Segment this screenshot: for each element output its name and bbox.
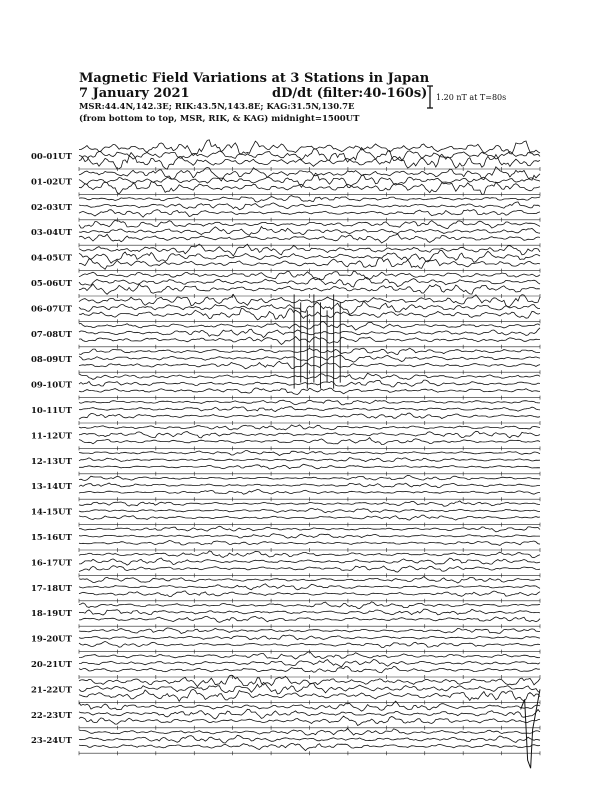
trace-rik bbox=[79, 584, 540, 590]
trace-rik bbox=[79, 407, 540, 412]
row-label: 06-07UT bbox=[31, 304, 72, 315]
hour-row bbox=[31, 551, 540, 577]
trace-msr bbox=[79, 337, 540, 345]
hour-row bbox=[31, 220, 540, 247]
station-coordinates: MSR:44.4N,142.3E; RIK:43.5N,143.8E; KAG:31.5N,130.7E bbox=[79, 102, 355, 112]
hour-row bbox=[31, 271, 540, 298]
hour-row bbox=[31, 602, 540, 628]
trace-msr bbox=[79, 210, 540, 218]
row-label: 19-20UT bbox=[31, 634, 72, 645]
hour-row bbox=[31, 652, 540, 679]
trace-msr bbox=[79, 541, 540, 546]
row-label: 04-05UT bbox=[31, 253, 72, 264]
trace-msr bbox=[79, 438, 540, 445]
trace-msr bbox=[79, 234, 540, 243]
hour-row bbox=[31, 728, 540, 755]
trace-rik bbox=[79, 355, 540, 362]
row-label: 08-09UT bbox=[31, 355, 72, 366]
trace-rik bbox=[79, 277, 540, 287]
row-label: 15-16UT bbox=[31, 533, 72, 543]
hour-row bbox=[31, 295, 540, 324]
hour-row bbox=[31, 526, 540, 552]
trace-rik bbox=[79, 709, 540, 719]
trace-msr bbox=[79, 666, 540, 672]
trace-rik bbox=[79, 227, 540, 236]
trace-kag bbox=[79, 373, 540, 379]
trace-msr bbox=[79, 716, 540, 725]
hour-row bbox=[31, 628, 540, 654]
trace-kag bbox=[79, 196, 540, 203]
row-label: 18-19UT bbox=[31, 609, 72, 620]
trace-kag bbox=[79, 628, 540, 634]
row-label: 01-02UT bbox=[31, 177, 72, 188]
trace-msr bbox=[79, 689, 540, 701]
trace-msr bbox=[79, 284, 540, 294]
trace-msr bbox=[79, 743, 540, 750]
trace-msr bbox=[79, 515, 540, 520]
scale-bar bbox=[427, 86, 433, 108]
event-excursion bbox=[521, 689, 540, 768]
hour-row bbox=[31, 501, 540, 527]
row-label: 13-14UT bbox=[31, 482, 72, 493]
trace-rik bbox=[79, 659, 540, 667]
station-order-note: (from bottom to top, MSR, RIK, & KAG) midnight=1500UT bbox=[79, 114, 360, 124]
trace-rik bbox=[79, 558, 540, 565]
trace-kag bbox=[79, 526, 540, 532]
trace-msr bbox=[79, 413, 540, 419]
row-label: 23-24UT bbox=[31, 736, 72, 747]
trace-rik bbox=[79, 483, 540, 488]
row-label: 00-01UT bbox=[31, 152, 72, 162]
hour-row bbox=[31, 244, 540, 273]
trace-kag bbox=[79, 551, 540, 558]
hour-rows bbox=[31, 140, 540, 755]
row-label: 07-08UT bbox=[31, 329, 72, 340]
trace-msr bbox=[79, 591, 540, 597]
hour-row bbox=[31, 167, 540, 197]
trace-kag bbox=[79, 602, 540, 609]
trace-rik bbox=[79, 508, 540, 512]
trace-msr bbox=[79, 566, 540, 572]
trace-msr bbox=[79, 361, 540, 369]
hour-row bbox=[31, 701, 540, 730]
row-label: 20-21UT bbox=[31, 660, 72, 670]
row-label: 22-23UT bbox=[31, 710, 72, 721]
trace-kag bbox=[79, 451, 540, 456]
hour-row bbox=[31, 675, 540, 704]
scale-label: 1.20 nT at T=80s bbox=[436, 93, 507, 102]
hour-row bbox=[31, 400, 540, 425]
row-label: 11-12UT bbox=[31, 431, 72, 442]
trace-rik bbox=[79, 431, 540, 438]
row-label: 03-04UT bbox=[31, 228, 72, 239]
trace-kag bbox=[79, 577, 540, 583]
trace-msr bbox=[79, 308, 540, 320]
trace-msr bbox=[79, 464, 540, 469]
hour-row bbox=[31, 577, 540, 603]
trace-kag bbox=[79, 475, 540, 480]
trace-rik bbox=[79, 682, 540, 694]
hour-row bbox=[31, 348, 540, 374]
hour-row bbox=[31, 373, 540, 399]
row-label: 17-18UT bbox=[31, 583, 72, 594]
trace-kag bbox=[79, 425, 540, 430]
trace-rik bbox=[79, 735, 540, 743]
hour-row bbox=[31, 140, 540, 171]
trace-rik bbox=[79, 250, 540, 263]
chart-filter: dD/dt (filter:40-160s) bbox=[272, 86, 428, 101]
trace-rik bbox=[79, 380, 540, 387]
row-label: 02-03UT bbox=[31, 202, 72, 213]
hour-row bbox=[31, 475, 540, 501]
trace-msr bbox=[79, 616, 540, 622]
chart-date: 7 January 2021 bbox=[79, 86, 190, 101]
row-label: 05-06UT bbox=[31, 279, 72, 289]
hour-row bbox=[31, 425, 540, 451]
trace-kag bbox=[79, 348, 540, 355]
trace-rik bbox=[79, 635, 540, 640]
row-label: 09-10UT bbox=[31, 380, 72, 391]
trace-msr bbox=[79, 641, 540, 647]
row-label: 12-13UT bbox=[31, 456, 72, 467]
hour-row bbox=[31, 322, 540, 349]
trace-msr bbox=[79, 388, 540, 395]
row-label: 10-11UT bbox=[31, 406, 72, 416]
trace-kag bbox=[79, 501, 540, 506]
hour-row bbox=[31, 451, 540, 476]
trace-msr bbox=[79, 153, 540, 170]
chart-title: Magnetic Field Variations at 3 Stations in Japan bbox=[79, 71, 430, 86]
row-label: 16-17UT bbox=[31, 558, 72, 569]
trace-msr bbox=[79, 258, 540, 270]
trace-rik bbox=[79, 609, 540, 615]
hour-row bbox=[31, 196, 540, 222]
trace-rik bbox=[79, 458, 540, 462]
trace-kag bbox=[79, 400, 540, 405]
trace-rik bbox=[79, 534, 540, 538]
row-label: 14-15UT bbox=[31, 507, 72, 518]
trace-rik bbox=[79, 202, 540, 210]
trace-msr bbox=[79, 489, 540, 494]
row-label: 21-22UT bbox=[31, 685, 72, 696]
